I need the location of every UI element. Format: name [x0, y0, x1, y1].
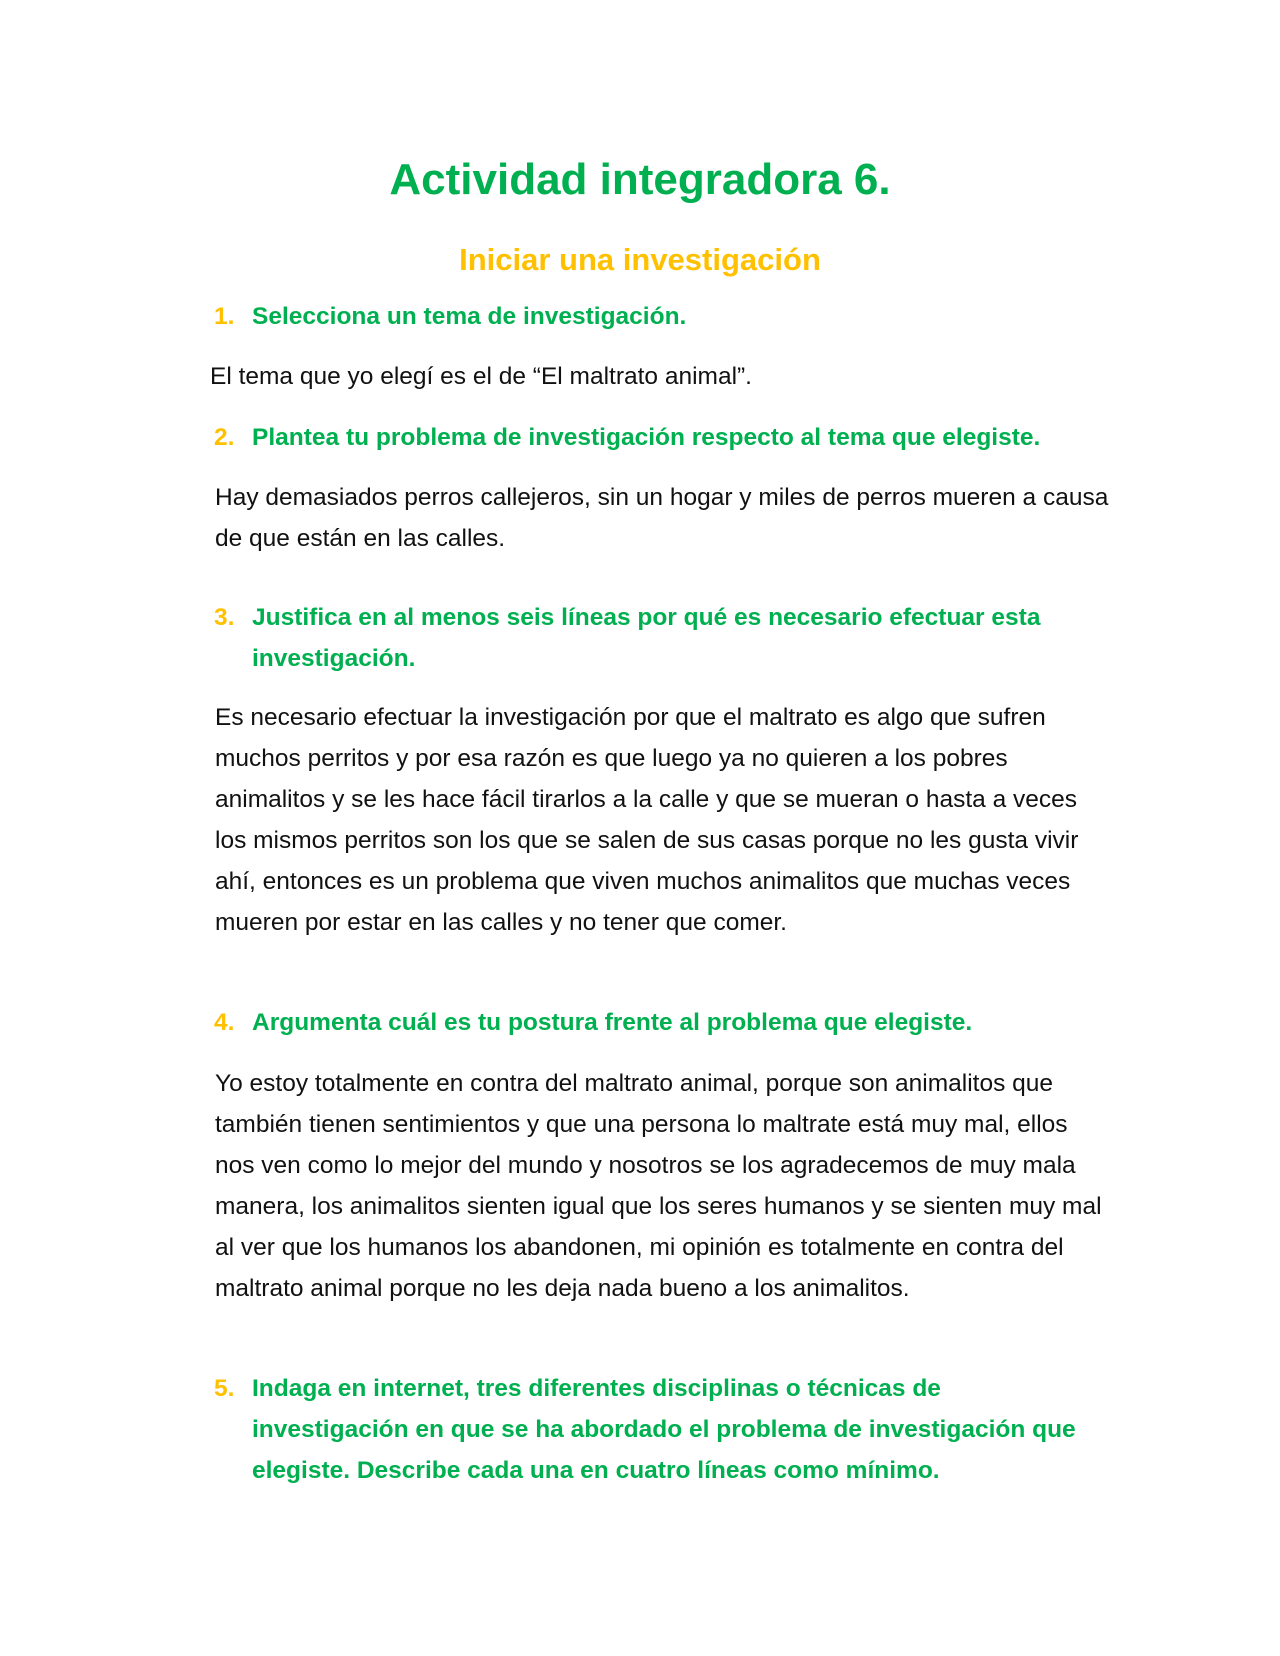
- answer-1: El tema que yo elegí es el de “El maltrato animal”.: [210, 363, 752, 390]
- answer-2: Hay demasiados perros callejeros, sin un hogar y miles de perros mueren a causa de que están en las calles.: [215, 484, 1109, 552]
- question-number: 4.: [214, 1009, 235, 1036]
- document-title: Actividad integradora 6.: [389, 155, 891, 204]
- question-text: Argumenta cuál es tu postura frente al problema que elegiste.: [252, 1009, 973, 1036]
- answer-3: Es necesario efectuar la investigación por que el maltrato es algo que sufren muchos perritos y por esa razón es que luego ya no quieren a los pobres animalitos y se les hace fácil tirarlos a la calle y que se mueran o hasta a veces los mismos perritos son los que se salen de sus casas porque no les gusta vivir ahí, entonces es un problema que viven muchos animalitos que muchas veces mueren por estar en las calles y no tener que comer.: [215, 704, 1079, 936]
- question-text: Indaga en internet, tres diferentes disciplinas o técnicas de investigación en que se ha abordado el problema de investigación que elegiste. Describe cada una en cuatro líneas como mínimo.: [252, 1375, 1076, 1484]
- question-text: Selecciona un tema de investigación.: [252, 303, 687, 330]
- question-4: [214, 1002, 1094, 1043]
- question-number: 5.: [214, 1375, 235, 1402]
- document-subtitle: Iniciar una investigación: [459, 242, 821, 277]
- question-number: 1.: [214, 303, 235, 330]
- question-text: Plantea tu problema de investigación respecto al tema que elegiste.: [252, 424, 1041, 451]
- question-2: [214, 417, 1094, 458]
- question-5: [214, 1368, 1094, 1491]
- question-3: [214, 597, 1094, 679]
- question-number: 2.: [214, 424, 235, 451]
- question-number: 3.: [214, 604, 235, 631]
- question-text: Justifica en al menos seis líneas por qué es necesario efectuar esta investigación.: [252, 604, 1041, 672]
- question-1: [214, 296, 1094, 337]
- answer-4: Yo estoy totalmente en contra del maltrato animal, porque son animalitos que también tienen sentimientos y que una persona lo maltrate está muy mal, ellos nos ven como lo mejor del mundo y nosotros se los agradecemos de muy mala manera, los animalitos sienten igual que los seres humanos y se sienten muy mal al ver que los humanos los abandonen, mi opinión es totalmente en contra del maltrato animal porque no les deja nada bueno a los animalitos.: [215, 1070, 1102, 1302]
